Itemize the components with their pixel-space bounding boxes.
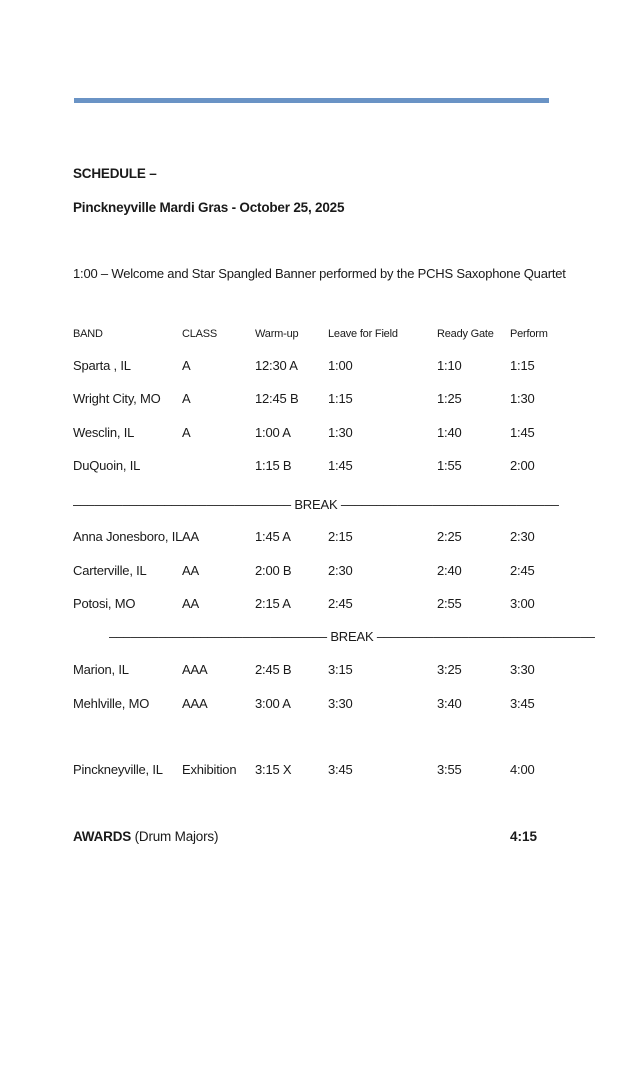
- ready-time: 3:55: [437, 762, 462, 777]
- band-class: A: [182, 358, 191, 373]
- ready-time: 1:55: [437, 458, 462, 473]
- perform-time: 1:45: [510, 425, 535, 440]
- band-name: Marion, IL: [73, 662, 129, 677]
- leave-time: 1:15: [328, 391, 353, 406]
- table-row: [0, 391, 620, 411]
- event-title: Pinckneyville Mardi Gras - October 25, 2025: [73, 200, 345, 215]
- table-row: [0, 596, 620, 616]
- band-class: AA: [182, 563, 199, 578]
- leave-time: 3:15: [328, 662, 353, 677]
- ready-time: 1:25: [437, 391, 462, 406]
- band-name: Wright City, MO: [73, 391, 161, 406]
- band-class: AA: [182, 529, 199, 544]
- band-name: Potosi, MO: [73, 596, 136, 611]
- warmup-time: 1:00 A: [255, 425, 291, 440]
- leave-time: 2:45: [328, 596, 353, 611]
- warmup-time: 12:30 A: [255, 358, 298, 373]
- perform-time: 3:30: [510, 662, 535, 677]
- perform-time: 2:30: [510, 529, 535, 544]
- header-band: BAND: [73, 328, 103, 340]
- awards-line: [73, 829, 218, 844]
- band-class: AA: [182, 596, 199, 611]
- table-row: [0, 762, 620, 782]
- header-class: CLASS: [182, 328, 218, 340]
- warmup-time: 3:15 X: [255, 762, 292, 777]
- perform-time: 3:00: [510, 596, 535, 611]
- table-row: [0, 662, 620, 682]
- awards-note: (Drum Majors): [131, 829, 219, 844]
- perform-time: 3:45: [510, 696, 535, 711]
- perform-time: 2:00: [510, 458, 535, 473]
- ready-time: 1:40: [437, 425, 462, 440]
- band-name: Sparta , IL: [73, 358, 131, 373]
- band-class: Exhibition: [182, 762, 237, 777]
- band-name: Wesclin, IL: [73, 425, 135, 440]
- warmup-time: 1:15 B: [255, 458, 292, 473]
- awards-time: 4:15: [510, 829, 538, 844]
- welcome-line: 1:00 – Welcome and Star Spangled Banner performed by the PCHS Saxophone Quartet: [73, 266, 566, 281]
- leave-time: 2:15: [328, 529, 353, 544]
- band-name: Pinckneyville, IL: [73, 762, 163, 777]
- table-row: [0, 563, 620, 583]
- warmup-time: 1:45 A: [255, 529, 291, 544]
- leave-time: 2:30: [328, 563, 353, 578]
- schedule-heading: SCHEDULE –: [73, 166, 157, 181]
- header-warmup: Warm-up: [255, 328, 299, 340]
- perform-time: 1:15: [510, 358, 535, 373]
- perform-time: 1:30: [510, 391, 535, 406]
- band-class: A: [182, 391, 191, 406]
- warmup-time: 2:15 A: [255, 596, 291, 611]
- warmup-time: 2:45 B: [255, 662, 292, 677]
- ready-time: 1:10: [437, 358, 462, 373]
- leave-time: 1:45: [328, 458, 353, 473]
- table-row: [0, 696, 620, 716]
- table-row: [0, 458, 620, 478]
- awards-label: AWARDS: [73, 829, 132, 844]
- leave-time: 3:45: [328, 762, 353, 777]
- band-name: Anna Jonesboro, IL: [73, 529, 183, 544]
- leave-time: 1:30: [328, 425, 353, 440]
- break-divider: ––––––––––––––––––––––––––––––– BREAK –––––––––––––––––––––––––––––––: [109, 629, 595, 644]
- ready-time: 2:40: [437, 563, 462, 578]
- perform-time: 2:45: [510, 563, 535, 578]
- band-class: AAA: [182, 696, 208, 711]
- warmup-time: 3:00 A: [255, 696, 291, 711]
- band-class: A: [182, 425, 191, 440]
- table-row: [0, 425, 620, 445]
- break-divider: ––––––––––––––––––––––––––––––– BREAK –––––––––––––––––––––––––––––––: [73, 497, 559, 512]
- header-rule: [74, 98, 549, 103]
- leave-time: 1:00: [328, 358, 353, 373]
- header-perform: Perform: [510, 328, 548, 340]
- band-name: DuQuoin, IL: [73, 458, 141, 473]
- table-row: [0, 358, 620, 378]
- ready-time: 2:55: [437, 596, 462, 611]
- header-ready: Ready Gate: [437, 328, 494, 340]
- table-row: [0, 529, 620, 549]
- header-leave: Leave for Field: [328, 328, 398, 340]
- leave-time: 3:30: [328, 696, 353, 711]
- band-name: Carterville, IL: [73, 563, 147, 578]
- warmup-time: 12:45 B: [255, 391, 299, 406]
- table-header-row: [0, 328, 620, 348]
- warmup-time: 2:00 B: [255, 563, 292, 578]
- ready-time: 2:25: [437, 529, 462, 544]
- band-name: Mehlville, MO: [73, 696, 150, 711]
- ready-time: 3:25: [437, 662, 462, 677]
- band-class: AAA: [182, 662, 208, 677]
- perform-time: 4:00: [510, 762, 535, 777]
- ready-time: 3:40: [437, 696, 462, 711]
